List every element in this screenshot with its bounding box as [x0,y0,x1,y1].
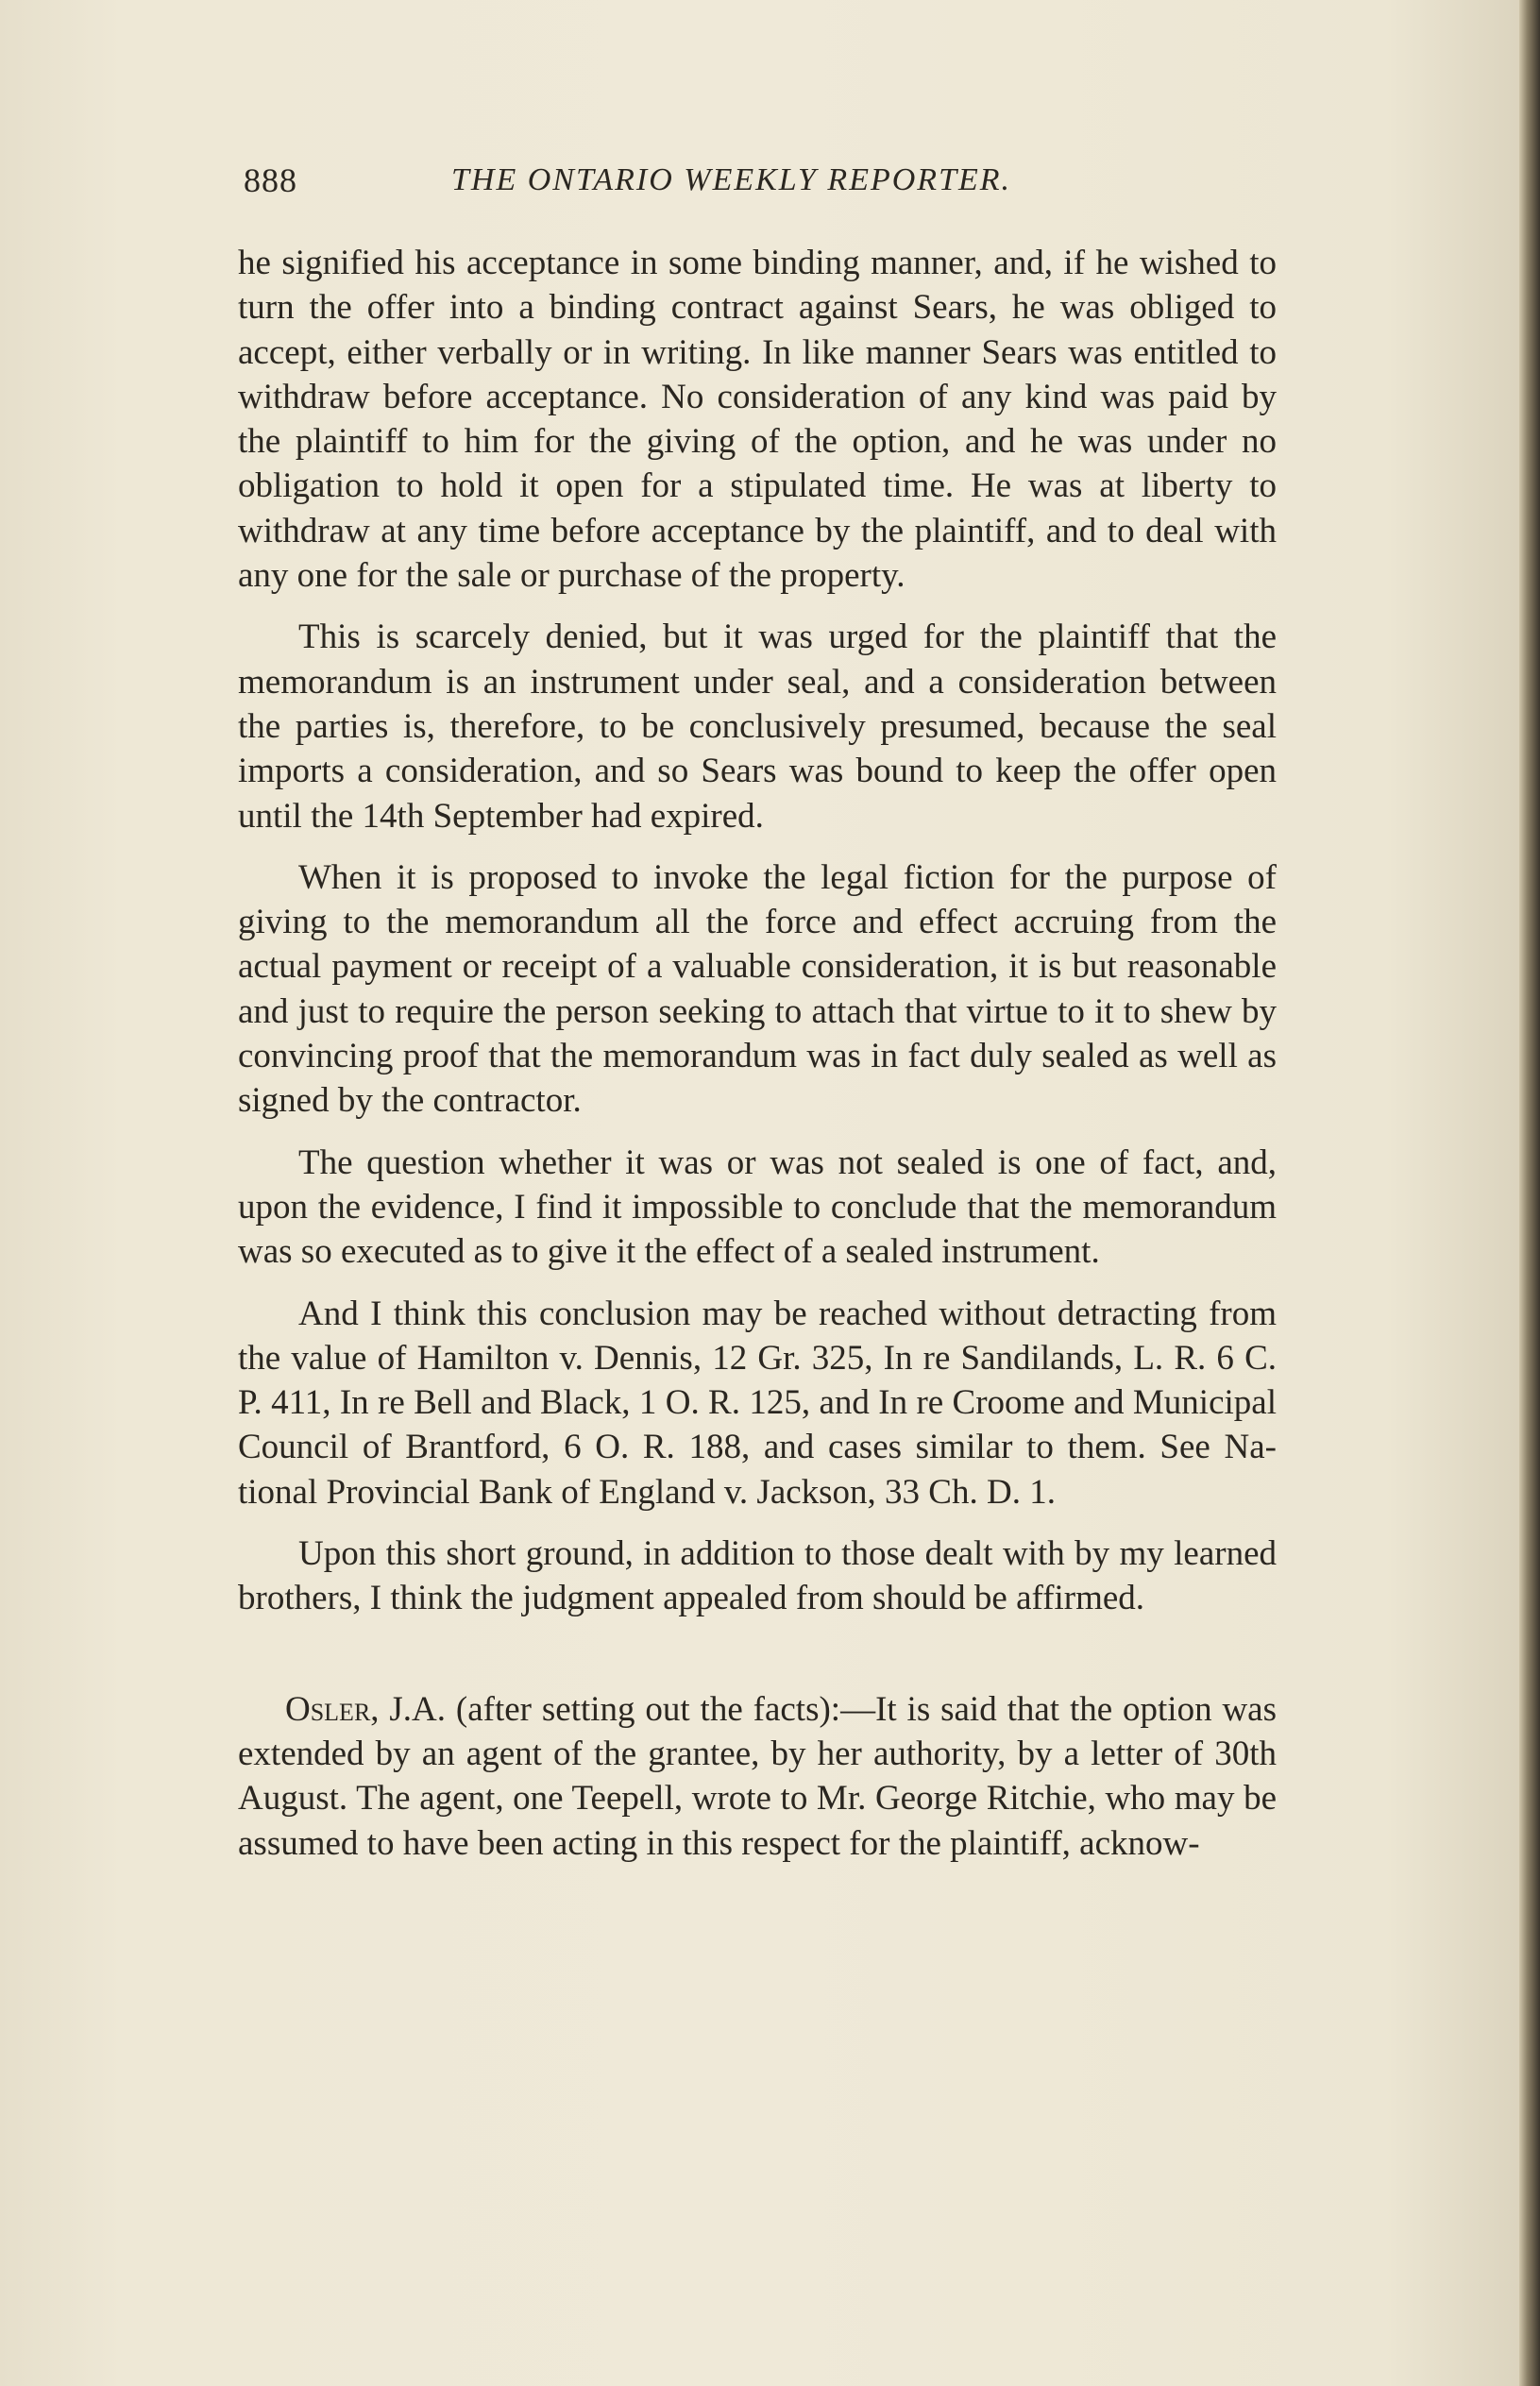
paragraph-case-citations: And I think this conclusion may be reached without detracting from the value of Hamilton v. Dennis, 12 Gr. 325, In re Sandilands, L. R. 6 C. P. 411, In re Bell and Black, 1 O. R. 125, and In re Croome and Municipal Council of Brantford, 6 O. R. 188, and cases similar to them. See National Provincial Bank of England v. Jackson, 33 Ch. D. 1. [238,1294,1277,1512]
body-text [238,241,1277,1866]
paragraph-continuation: he signified his acceptance in some binding manner, and, if he wished to turn the offer into a binding contract against Sears, he was obliged to accept, either verbally or in writing. In like manner Sears was entitled to withdraw before acceptance. No consideration of any kind was paid by the plaintiff to him for the giving of the option, and he was under no obligation to hold it open for a stipulated time. He was at liberty to withdraw at any time before acceptance by the plaintiff, and to deal with any one for the sale or purchase of the property. [238,244,1277,596]
paragraph-seal-argument: This is scarcely denied, but it was urged for the plaintiff that the memorandum is an instrument under seal, and a consideration between the parties is, therefore, to be conclusively presumed, because the seal imports a consideration, and so Sears was bound to keep the offer open until the 14th September had expired. [238,618,1277,836]
paragraph-osler-opinion [238,1687,1277,1866]
paragraph-legal-fiction: When it is proposed to invoke the legal fiction for the purpose of giving to the memorandum all the force and effect accruing from the actual payment or receipt of a valuable consideration, it is but reasonable and just to require the person seeking to attach that virtue to it to shew by convincing proof that the memorandum was in fact duly sealed as well as signed by the contractor. [238,857,1277,1121]
judge-name: Osler, J.A. [285,1689,447,1729]
paragraph-conclusion: Upon this short ground, in addition to those dealt with by my learned brothers, I think the judgment appealed from should be affirmed. [238,1534,1277,1618]
page-number: 888 [244,161,297,199]
book-spine-edge [1519,0,1540,2386]
paragraph-question-of-fact: The question whether it was or was not sealed is one of fact, and, upon the evidence, I find it impossible to conclude that the memorandum was so executed as to give it the effect of a sealed instrument. [238,1142,1277,1272]
opinion-text: (after setting out the facts):—It is said that the option was extended by an agent of the grantee, by her authority, by a letter of 30th August. The agent, one Teepell, wrote to Mr. George Ritchie, who may be assumed to have been acting in this respect for the plaintiff, acknow- [238,1689,1277,1863]
journal-title: THE ONTARIO WEEKLY REPORTER. [451,162,1012,197]
running-head [244,161,1263,208]
